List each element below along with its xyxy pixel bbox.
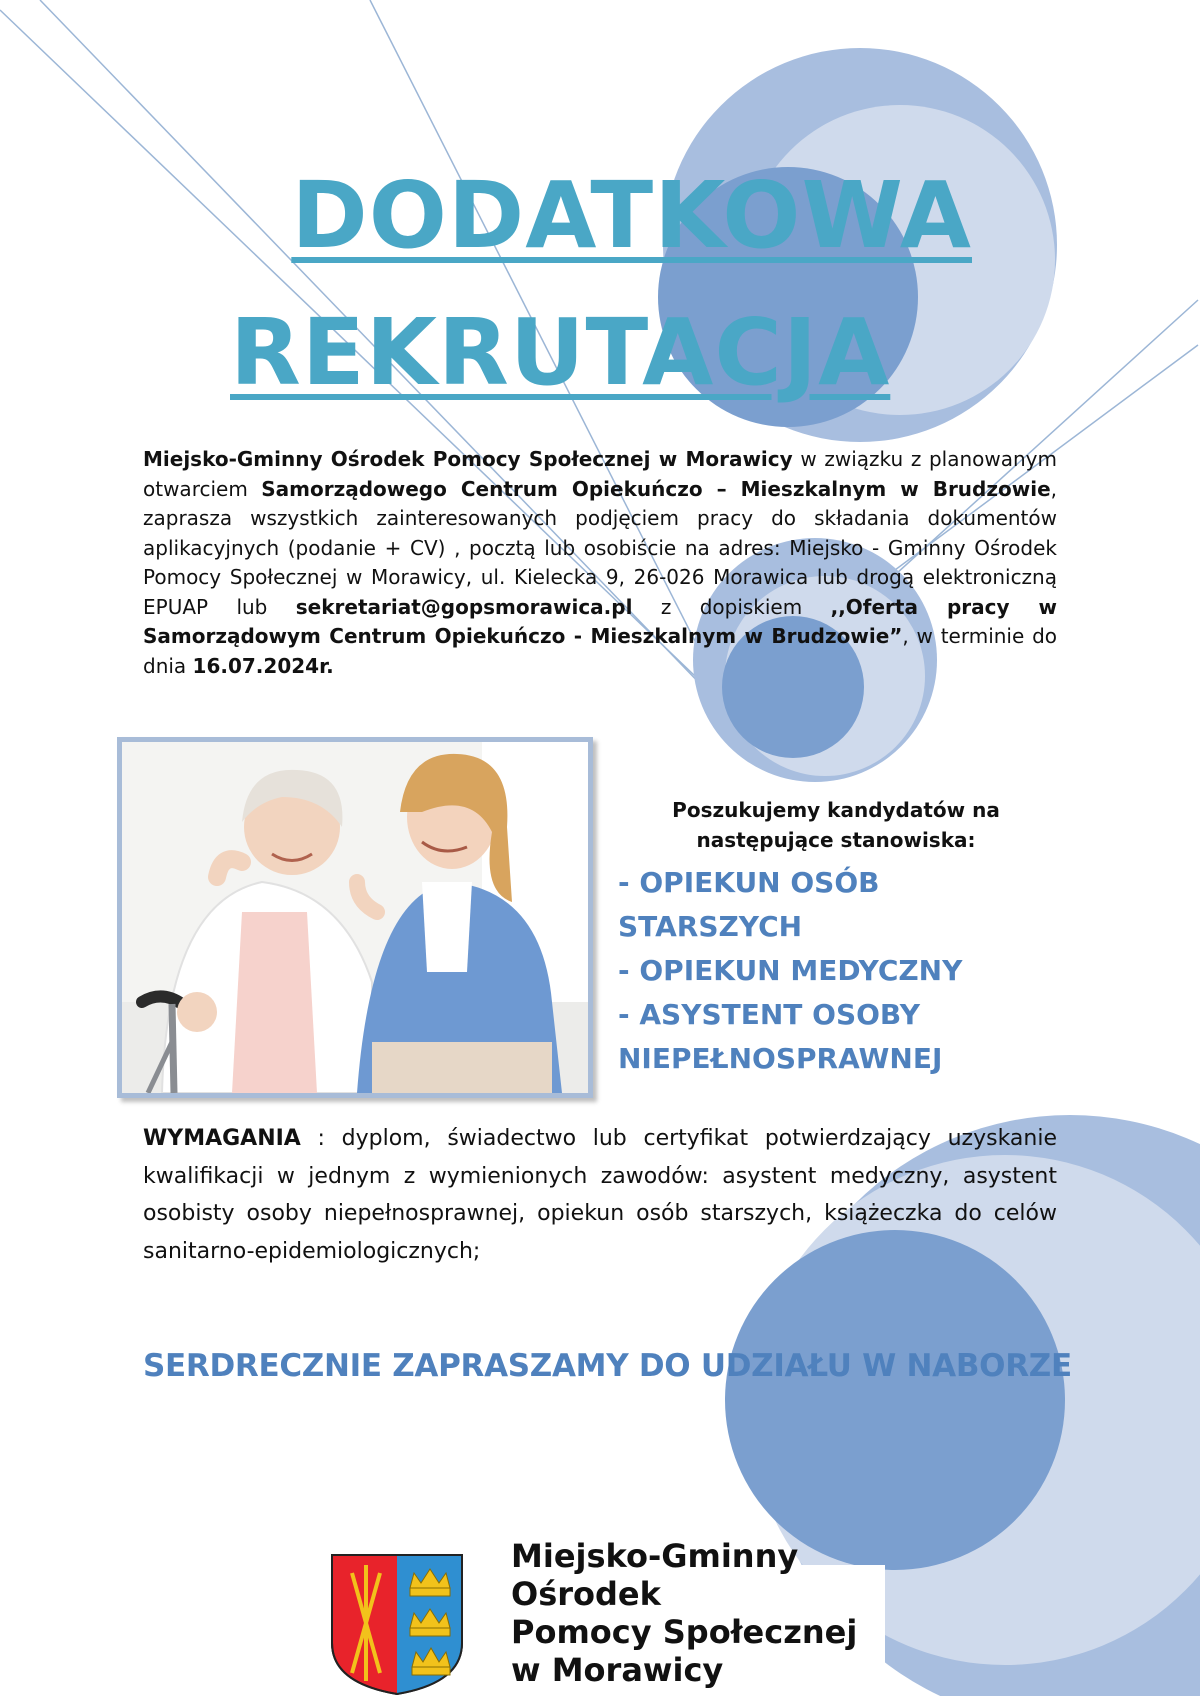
organization-name <box>511 1537 891 1689</box>
requirements-label: WYMAGANIA <box>143 1126 301 1151</box>
org-name: Miejsko-Gminny Ośrodek Pomocy Społecznej w Morawicy <box>143 447 793 471</box>
intro-text-3: z dopiskiem <box>632 594 831 619</box>
email-subject: ,,Oferta pracy w Samorządowym Centrum Opiekuńczo - Mieszkalnym w Brudzowie” <box>143 594 1057 648</box>
requirements-paragraph <box>143 1120 1057 1270</box>
deadline-date: 16.07.2024r. <box>192 653 334 678</box>
intro-paragraph <box>143 445 1057 681</box>
closing-invitation: SERDRECZNIE ZAPRASZAMY DO UDZIAŁU W NABORZE <box>143 1348 1072 1384</box>
caregiver-photo <box>117 737 593 1098</box>
intro-text-1: w związku z planowanym otwarciem <box>143 447 1057 501</box>
org-line: Miejsko-Gminny <box>511 1537 799 1575</box>
requirements-text: : dyplom, świadectwo lub certyfikat potwierdzający uzyskanie kwalifikacji w jednym z wymienionych zawodów: asystent medyczny, asystent osobisty osoby niepełnosprawnej, opiekun osób starszych, książeczka do celów sanitarno-epidemiologicznych; <box>143 1126 1057 1264</box>
org-line: Ośrodek <box>511 1575 661 1613</box>
headline-line-1: DODATKOWA <box>291 162 972 269</box>
positions-heading: Poszukujemy kandydatów na następujące stanowiska: <box>672 798 1000 852</box>
org-line: Pomocy Społecznej <box>511 1613 858 1651</box>
center-name: Samorządowego Centrum Opiekuńczo – Mieszkalnym w Brudzowie <box>261 476 1051 501</box>
position-item: - OPIEKUN MEDYCZNY <box>618 954 963 987</box>
morawica-coat-of-arms-icon <box>330 1553 464 1696</box>
intro-text-2: , zaprasza wszystkich zainteresowanych podjęciem pracy do składania dokumentów aplikacyjnych (podanie + CV) , pocztą lub osobiście na adres: Miejsko - Gminny Ośrodek Pomocy Społecznej w Morawicy, ul. Kielecka 9, 26-026 Morawica lub drogą elektroniczną EPUAP lub <box>143 476 1058 619</box>
org-line: w Morawicy <box>511 1651 724 1689</box>
position-item: - OPIEKUN OSÓB STARSZYCH <box>618 866 880 943</box>
positions-block <box>618 795 1054 1081</box>
intro-text-4: , w terminie do dnia <box>143 624 1057 678</box>
headline-line-2: REKRUTACJA <box>230 299 891 406</box>
caregiver-with-elderly-woman-photo-icon <box>122 742 588 1093</box>
position-item: - ASYSTENT OSOBY NIEPEŁNOSPRAWNEJ <box>618 998 943 1075</box>
contact-email: sekretariat@gopsmorawica.pl <box>295 594 633 619</box>
